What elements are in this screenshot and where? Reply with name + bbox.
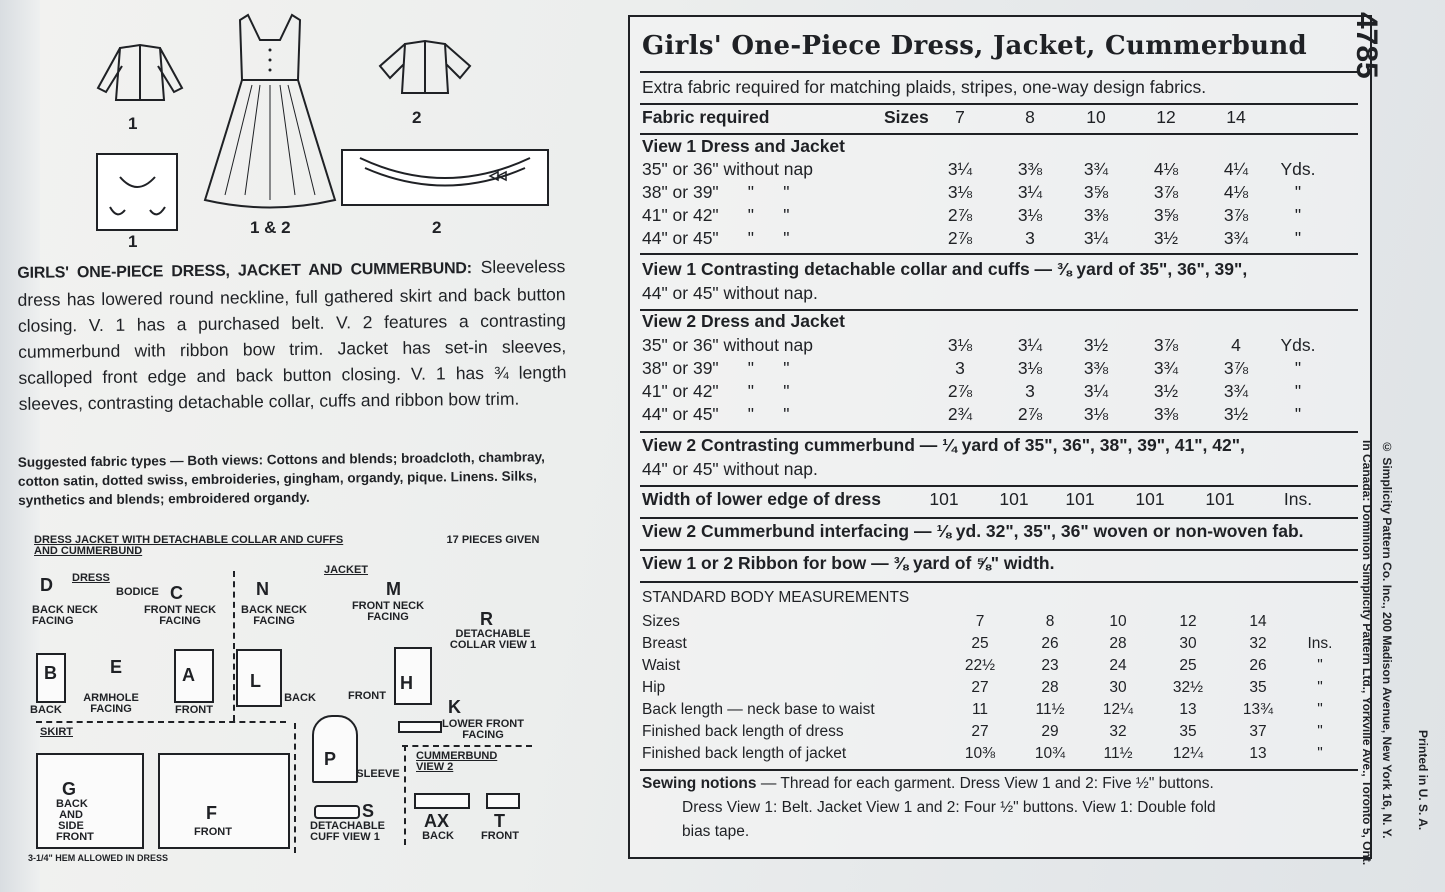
divider bbox=[640, 581, 1358, 583]
body-measure-cell: 25 bbox=[1179, 657, 1197, 674]
view1-row-label: 38" or 39" " " bbox=[642, 182, 790, 202]
divider bbox=[640, 517, 1358, 519]
body-measure-row-label: Finished back length of dress bbox=[642, 723, 844, 740]
piece-G-letter: G bbox=[62, 779, 77, 799]
divider bbox=[640, 769, 1358, 771]
dress-drawing bbox=[200, 10, 340, 210]
body-measure-cell: 10 bbox=[1109, 613, 1127, 630]
body-measure-cell: 7 bbox=[975, 613, 985, 630]
view1-row-label: 41" or 42" " " bbox=[642, 205, 790, 225]
body-measure-cell: 35 bbox=[1249, 679, 1267, 696]
view1-cell: 2⅞ bbox=[947, 205, 973, 225]
body-measure-row-label: Finished back length of jacket bbox=[642, 745, 847, 762]
group-bodice: BODICE bbox=[116, 586, 159, 598]
view1-collar-line1: View 1 Contrasting detachable collar and cuffs — ⅜ yard of 35", 36", 39", bbox=[642, 259, 1248, 279]
piece-H-label: FRONT bbox=[348, 690, 386, 702]
body-measure-cell: 22½ bbox=[964, 657, 996, 674]
piece-S-letter: S bbox=[362, 801, 375, 821]
pattern-number: 4785 bbox=[1350, 12, 1383, 79]
group-dress: DRESS bbox=[72, 572, 110, 584]
view1-cell: 3 bbox=[1025, 228, 1035, 248]
notions-line3: bias tape. bbox=[682, 823, 750, 840]
piece-C-letter: C bbox=[170, 583, 183, 603]
view1-heading: View 1 Dress and Jacket bbox=[642, 136, 845, 156]
width-unit: Ins. bbox=[1283, 489, 1313, 509]
view2-unit: " bbox=[1294, 381, 1302, 401]
view1-row-label: 35" or 36" without nap bbox=[642, 159, 814, 179]
width-cell: 101 bbox=[1065, 489, 1095, 509]
ribbon-line: View 1 or 2 Ribbon for bow — ⅜ yard of ⅝" width. bbox=[642, 553, 1055, 573]
divider bbox=[233, 571, 235, 721]
view1-unit: " bbox=[1294, 228, 1302, 248]
view1-unit: " bbox=[1294, 182, 1302, 202]
std-body-heading: STANDARD BODY MEASUREMENTS bbox=[642, 589, 910, 606]
piece-N-label: BACK NECK FACING bbox=[241, 604, 307, 627]
size-header-7: 7 bbox=[955, 107, 965, 127]
view2-cell: 3⅛ bbox=[947, 335, 973, 355]
body-measure-cell: 27 bbox=[971, 679, 989, 696]
view-label-dress: 1 & 2 bbox=[250, 218, 291, 237]
view2-row-label: 44" or 45" " " bbox=[642, 404, 790, 424]
body-measure-cell: 10¾ bbox=[1034, 745, 1066, 762]
view2-cell: 3½ bbox=[1223, 404, 1249, 424]
piece-R-label: DETACHABLE COLLAR VIEW 1 bbox=[449, 628, 537, 651]
view2-cell: 3⅛ bbox=[1083, 404, 1109, 424]
view1-cell: 3⅝ bbox=[1083, 182, 1109, 202]
piece-L-label: BACK bbox=[284, 692, 316, 704]
canada-line: In Canada: Dominion Simplicity Pattern Ltd., Yorkville Ave., Toronto 5, Ont. bbox=[1360, 440, 1374, 866]
extra-fabric-note: Extra fabric required for matching plaids, stripes, one-way design fabrics. bbox=[642, 77, 1207, 97]
view2-cell: 2¾ bbox=[947, 404, 973, 424]
view-label-cummerbund: 2 bbox=[432, 218, 442, 237]
body-measure-row-label: Waist bbox=[642, 657, 681, 674]
piece-M-letter: M bbox=[386, 579, 401, 599]
body-measure-cell: 11 bbox=[971, 701, 989, 718]
pieces-header: DRESS JACKET WITH DETACHABLE COLLAR AND CUFFS AND CUMMERBUND bbox=[34, 534, 344, 557]
view1-cell: 3⅜ bbox=[1017, 159, 1043, 179]
body-measure-cell: 26 bbox=[1249, 657, 1267, 674]
body-measure-cell: 35 bbox=[1179, 723, 1197, 740]
size-header-10: 10 bbox=[1086, 107, 1106, 127]
view1-cell: 3¼ bbox=[1017, 182, 1043, 202]
body-measure-cell: 11½ bbox=[1103, 745, 1133, 762]
sizes-label: Sizes bbox=[884, 107, 929, 127]
piece-E-label: ARMHOLE FACING bbox=[83, 692, 139, 715]
body-measure-unit: " bbox=[1317, 745, 1323, 762]
piece-K-letter: K bbox=[448, 697, 461, 717]
view2-cell: 2⅞ bbox=[1017, 404, 1043, 424]
view2-cell: 3½ bbox=[1153, 381, 1179, 401]
piece-F-letter: F bbox=[206, 803, 217, 823]
view2-heading: View 2 Dress and Jacket bbox=[642, 311, 845, 331]
divider bbox=[640, 103, 1358, 105]
divider bbox=[640, 431, 1358, 433]
view2-row-label: 38" or 39" " " bbox=[642, 358, 790, 378]
view2-cell: 2⅞ bbox=[947, 381, 973, 401]
view1-cell: 3⅛ bbox=[1017, 205, 1043, 225]
group-cummerbund: CUMMERBUND VIEW 2 bbox=[416, 750, 498, 773]
width-cell: 101 bbox=[999, 489, 1029, 509]
jacket-view1-drawing bbox=[90, 40, 190, 120]
view1-cell: 3½ bbox=[1153, 228, 1179, 248]
piece-AX-label: BACK bbox=[422, 830, 454, 842]
view1-cell: 3⅛ bbox=[947, 182, 973, 202]
notions-line2: Dress View 1: Belt. Jacket View 1 and 2: Four ½" buttons. View 1: Double fold bbox=[682, 799, 1216, 816]
view2-cell: 3⅜ bbox=[1083, 358, 1109, 378]
piece-AX-shape bbox=[414, 793, 470, 809]
width-cell: 101 bbox=[1135, 489, 1165, 509]
jacket-view2-drawing bbox=[370, 38, 480, 103]
divider bbox=[640, 253, 1358, 255]
body-measure-cell: 32 bbox=[1109, 723, 1127, 740]
view2-cummerbund-line1: View 2 Contrasting cummerbund — ¼ yard of 35", 36", 38", 39", 41", 42", bbox=[642, 435, 1245, 455]
piece-F-label: FRONT bbox=[194, 826, 232, 838]
view2-row-label: 41" or 42" " " bbox=[642, 381, 790, 401]
body-measure-unit: " bbox=[1317, 723, 1323, 740]
garment-illustrations bbox=[90, 10, 560, 251]
piece-E-letter: E bbox=[110, 657, 123, 677]
view1-cell: 3⅝ bbox=[1153, 205, 1179, 225]
view1-unit: Yds. bbox=[1280, 159, 1316, 179]
view2-cell: 3¾ bbox=[1223, 381, 1249, 401]
piece-S-label: DETACHABLE CUFF VIEW 1 bbox=[310, 820, 385, 843]
body-measure-row-label: Sizes bbox=[642, 613, 680, 630]
description-lead: GIRLS' ONE-PIECE DRESS, JACKET AND CUMMERBUND: bbox=[17, 260, 472, 282]
view2-cell: 3⅛ bbox=[1017, 358, 1043, 378]
piece-P-label: SLEEVE bbox=[356, 768, 400, 780]
body-measure-cell: 37 bbox=[1249, 723, 1267, 740]
view2-cell: 4 bbox=[1231, 335, 1241, 355]
body-measure-row-label: Hip bbox=[642, 679, 666, 696]
view2-cell: 3 bbox=[955, 358, 965, 378]
piece-AX-letter: AX bbox=[424, 811, 450, 831]
view-label-jacket-2: 2 bbox=[412, 108, 422, 127]
cummerbund-drawing bbox=[340, 148, 550, 208]
view2-cell: 3⅞ bbox=[1223, 358, 1249, 378]
body-measure-cell: 12¼ bbox=[1172, 745, 1204, 762]
body-measure-cell: 29 bbox=[1041, 723, 1059, 740]
view2-unit: " bbox=[1294, 358, 1302, 378]
body-measure-cell: 32½ bbox=[1172, 679, 1204, 696]
body-measure-row-label: Breast bbox=[642, 635, 687, 652]
size-header-14: 14 bbox=[1226, 107, 1246, 127]
view2-cell: 3½ bbox=[1083, 335, 1109, 355]
piece-M-label: FRONT NECK FACING bbox=[351, 600, 425, 623]
body-measure-cell: 30 bbox=[1179, 635, 1197, 652]
width-cell: 101 bbox=[1205, 489, 1235, 509]
body-measure-unit: " bbox=[1317, 679, 1323, 696]
fabric-required-label: Fabric required bbox=[642, 107, 770, 127]
piece-K-label: LOWER FRONT FACING bbox=[442, 718, 524, 741]
piece-T-label: FRONT bbox=[481, 830, 519, 842]
body-measure-cell: 10⅜ bbox=[964, 745, 996, 762]
body-measure-cell: 26 bbox=[1041, 635, 1059, 652]
divider bbox=[640, 549, 1358, 551]
view1-unit: " bbox=[1294, 205, 1302, 225]
piece-H-letter: H bbox=[400, 673, 413, 693]
body-measure-cell: 12¼ bbox=[1102, 701, 1134, 718]
notions-text-a: — Thread for each garment. Dress View 1 and 2: Five ½" buttons. bbox=[760, 775, 1214, 792]
group-jacket: JACKET bbox=[324, 564, 369, 576]
view1-collar-line2: 44" or 45" without nap. bbox=[642, 283, 818, 303]
piece-C-label: FRONT NECK FACING bbox=[143, 604, 217, 627]
piece-N-letter: N bbox=[256, 579, 269, 599]
width-cell: 101 bbox=[929, 489, 959, 509]
divider bbox=[294, 723, 296, 853]
panel-title: Girls' One-Piece Dress, Jacket, Cummerbund bbox=[642, 31, 1308, 61]
body-measure-cell: 13¾ bbox=[1242, 701, 1274, 718]
width-label: Width of lower edge of dress bbox=[642, 489, 882, 509]
body-measure-cell: 12 bbox=[1179, 613, 1197, 630]
body-measure-cell: 28 bbox=[1041, 679, 1059, 696]
garment-description bbox=[17, 253, 567, 417]
body-measure-cell: 8 bbox=[1045, 613, 1055, 630]
body-measure-unit: " bbox=[1317, 701, 1323, 718]
yardage-chart-panel bbox=[628, 15, 1372, 859]
group-skirt: SKIRT bbox=[40, 726, 73, 738]
view2-row-label: 35" or 36" without nap bbox=[642, 335, 814, 355]
view1-cell: 4⅛ bbox=[1223, 182, 1249, 202]
body-measure-row-label: Back length — neck base to waist bbox=[642, 701, 875, 718]
piece-D-label: BACK NECK FACING bbox=[32, 604, 98, 627]
piece-A-letter: A bbox=[182, 665, 195, 685]
size-header-8: 8 bbox=[1025, 107, 1035, 127]
piece-B-label: BACK bbox=[30, 704, 62, 716]
piece-S-shape bbox=[314, 805, 360, 819]
collar-cuffs-drawing bbox=[95, 152, 180, 232]
view1-cell: 4⅛ bbox=[1153, 159, 1179, 179]
divider bbox=[404, 745, 406, 845]
view1-cell: 3¾ bbox=[1223, 228, 1249, 248]
body-measure-cell: 27 bbox=[971, 723, 989, 740]
body-measure-cell: 30 bbox=[1109, 679, 1127, 696]
piece-K-shape bbox=[398, 721, 442, 733]
notions-lead: Sewing notions bbox=[642, 775, 757, 792]
piece-R-letter: R bbox=[480, 609, 493, 629]
body-measure-cell: 23 bbox=[1041, 657, 1059, 674]
copyright-line: © Simplicity Pattern Co. Inc., 200 Madison Avenue, New York 16, N. Y. bbox=[1380, 440, 1394, 839]
view2-unit: " bbox=[1294, 404, 1302, 424]
interfacing-line: View 2 Cummerbund interfacing — ⅛ yd. 32", 35", 36" woven or non-woven fab. bbox=[642, 521, 1304, 541]
view-label-jacket-1: 1 bbox=[128, 114, 138, 133]
body-measure-unit: Ins. bbox=[1307, 635, 1333, 652]
piece-T-shape bbox=[486, 793, 520, 809]
divider bbox=[640, 133, 1358, 135]
view1-cell: 3⅜ bbox=[1083, 205, 1109, 225]
view1-cell: 3¼ bbox=[1083, 228, 1109, 248]
view1-cell: 3¾ bbox=[1083, 159, 1109, 179]
body-measure-unit: " bbox=[1317, 657, 1323, 674]
view1-cell: 2⅞ bbox=[947, 228, 973, 248]
body-measure-cell: 14 bbox=[1249, 613, 1267, 630]
body-measure-cell: 13 bbox=[1249, 745, 1267, 762]
fabric-types-lead: Suggested fabric types bbox=[17, 453, 167, 470]
view2-cell: 3¾ bbox=[1153, 358, 1179, 378]
view2-cell: 3¼ bbox=[1083, 381, 1109, 401]
view2-cell: 3 bbox=[1025, 381, 1035, 401]
fabric-types-body: — Both views: Cottons and blends; broadcloth, chambray, cotton satin, dotted swiss, embroideries, gingham, organdy, pique. Linens. Silks, synthetics and blends; embroidered organdy. bbox=[17, 449, 545, 508]
piece-D-letter: D bbox=[40, 575, 53, 595]
divider bbox=[640, 485, 1358, 487]
body-measure-cell: 25 bbox=[971, 635, 989, 652]
piece-B-letter: B bbox=[44, 663, 57, 683]
printed-in-line: Printed in U. S. A. bbox=[1416, 730, 1430, 831]
suggested-fabrics bbox=[18, 447, 567, 510]
pattern-pieces-diagram bbox=[28, 535, 588, 875]
divider bbox=[36, 721, 286, 723]
description-body: Sleeveless dress has lowered round neckline, full gathered skirt and back button closing. V. 1 has a purchased belt. V. 2 features a contrasting cummerbund with ribbon bow trim. Jacket has set-in sleeves, scalloped front edge and back button closing. V. 1 has ¾ length sleeves, contrasting detachable collar, cuffs and ribbon bow trim. bbox=[17, 256, 567, 414]
divider bbox=[640, 71, 1358, 73]
view2-cell: 3¼ bbox=[1017, 335, 1043, 355]
view2-cell: 3⅞ bbox=[1153, 335, 1179, 355]
view1-cell: 3⅞ bbox=[1153, 182, 1179, 202]
piece-L-letter: L bbox=[250, 671, 261, 691]
body-measure-cell: 32 bbox=[1249, 635, 1267, 652]
view2-unit: Yds. bbox=[1280, 335, 1316, 355]
view1-cell: 3⅞ bbox=[1223, 205, 1249, 225]
divider bbox=[402, 745, 532, 747]
piece-T-letter: T bbox=[494, 811, 505, 831]
body-measure-cell: 11½ bbox=[1035, 701, 1065, 718]
piece-P-letter: P bbox=[324, 749, 337, 769]
body-measure-cell: 28 bbox=[1109, 635, 1127, 652]
view1-cell: 3¼ bbox=[947, 159, 973, 179]
view-label-collar: 1 bbox=[128, 232, 138, 251]
view2-cell: 3⅜ bbox=[1153, 404, 1179, 424]
hem-note: 3-1/4" HEM ALLOWED IN DRESS bbox=[28, 853, 168, 863]
size-header-12: 12 bbox=[1156, 107, 1176, 127]
notions-line1 bbox=[642, 775, 1357, 793]
piece-A-label: FRONT bbox=[175, 704, 213, 716]
view1-row-label: 44" or 45" " " bbox=[642, 228, 790, 248]
view2-cummerbund-line2: 44" or 45" without nap. bbox=[642, 459, 818, 479]
body-measure-cell: 13 bbox=[1179, 701, 1197, 718]
piece-G-label: BACK AND SIDE FRONT bbox=[56, 798, 94, 843]
body-measure-cell: 24 bbox=[1109, 657, 1127, 674]
pieces-given: 17 PIECES GIVEN bbox=[446, 534, 540, 546]
view1-cell: 4¼ bbox=[1223, 159, 1249, 179]
